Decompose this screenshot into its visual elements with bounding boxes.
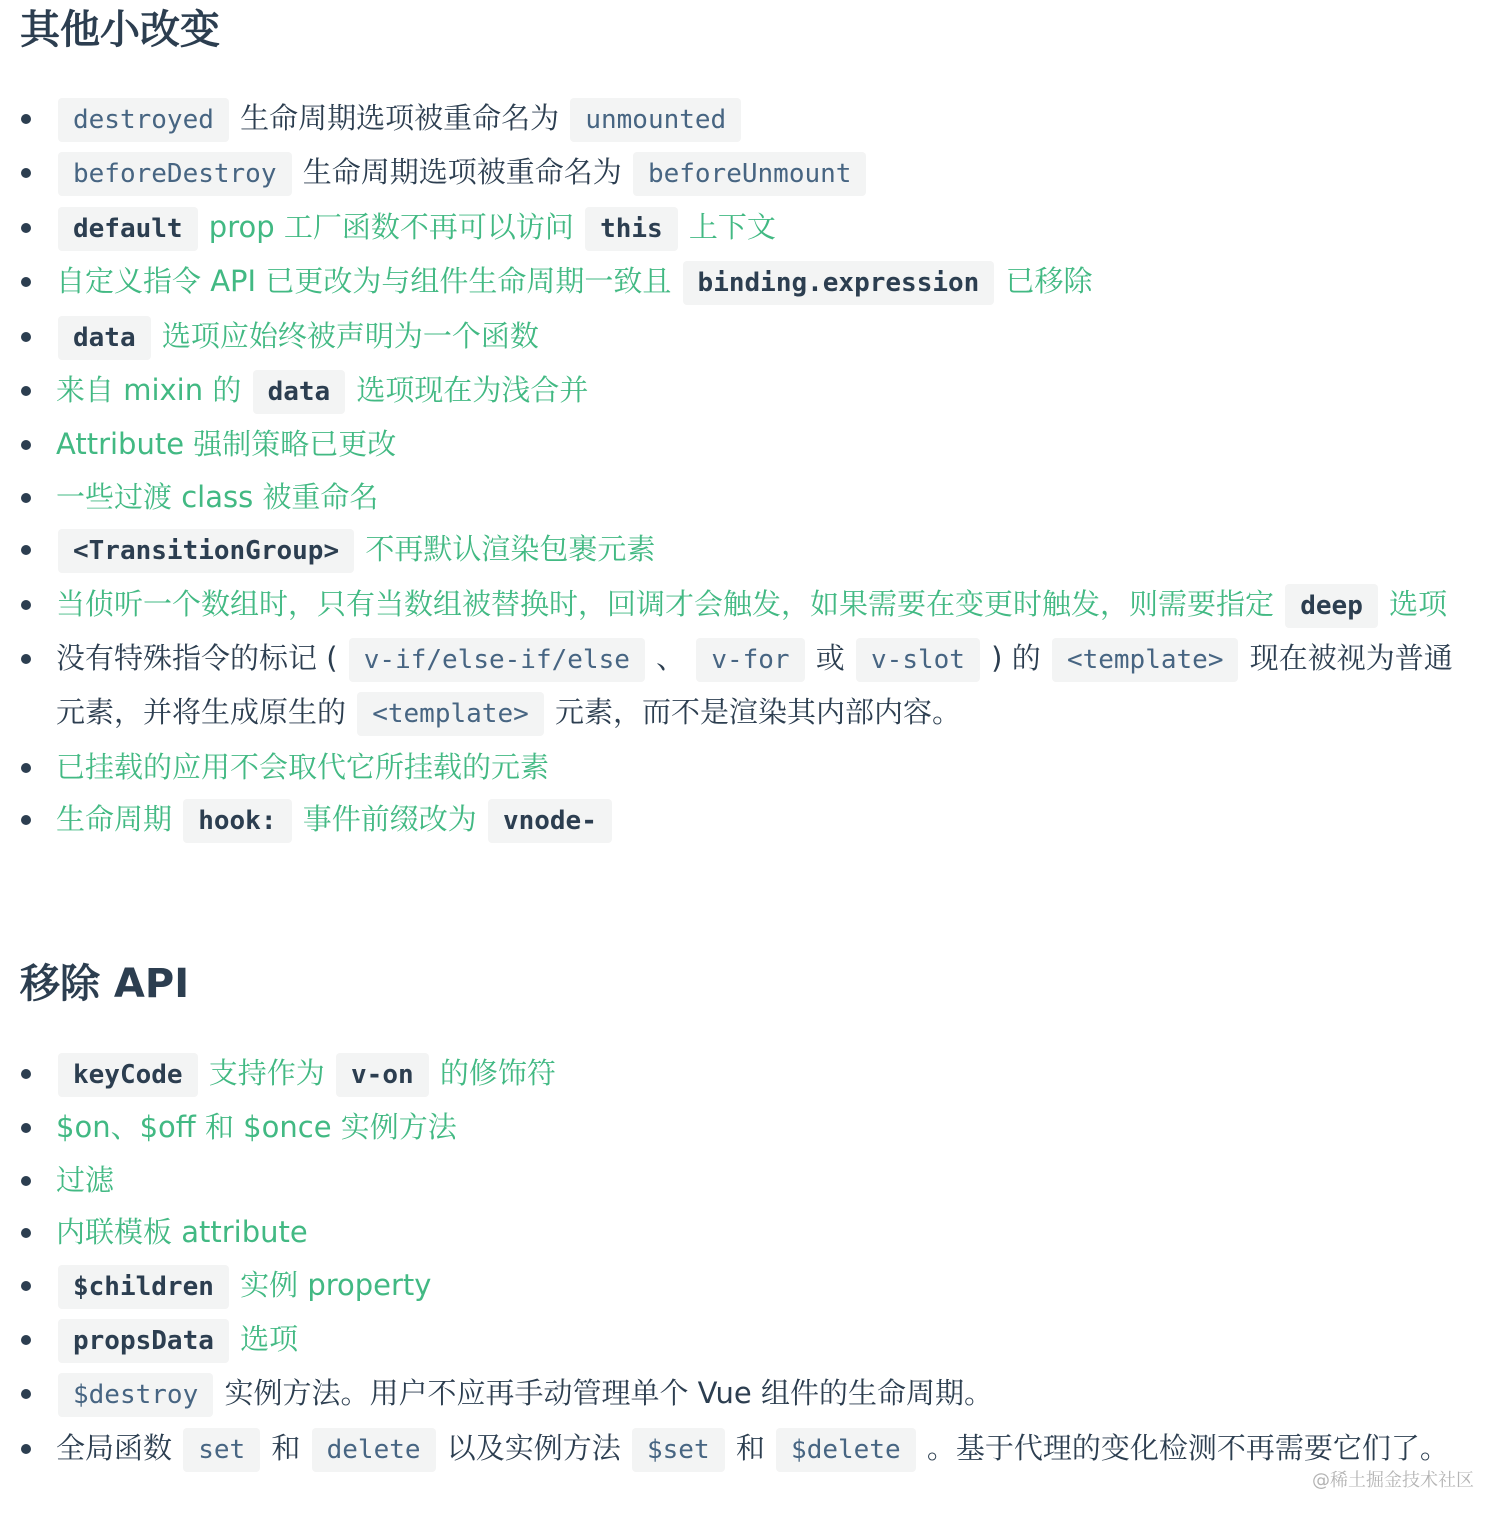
inline-code: v-slot — [856, 638, 980, 682]
list-item — [0, 418, 1466, 470]
item-text: 当侦听一个数组时，只有当数组被替换时，回调才会触发，如果需要在变更时触发，则需要指定 — [56, 586, 1284, 621]
inline-code: default — [58, 207, 198, 251]
item-text: Attribute 强制策略已更改 — [56, 427, 397, 462]
bullet-icon — [21, 277, 31, 287]
item-text: 实例方法。用户不应再手动管理单个 Vue 组件的生命周期。 — [215, 1376, 993, 1411]
inline-code: deep — [1285, 584, 1378, 628]
list-item — [0, 1313, 1466, 1367]
bullet-icon — [21, 1281, 31, 1291]
item-text: 已挂载的应用不会取代它所挂载的元素 — [56, 749, 550, 784]
inline-code: v-if/else-if/else — [349, 638, 645, 682]
inline-code: unmounted — [570, 98, 741, 142]
item-text: 以及实例方法 — [437, 1430, 630, 1465]
list-item — [0, 578, 1466, 632]
item-text: 的修饰符 — [430, 1056, 556, 1090]
item-text: 选项 — [1379, 586, 1448, 621]
bullet-icon — [21, 1335, 31, 1345]
inline-code: $delete — [776, 1428, 916, 1472]
bullet-icon — [21, 1069, 31, 1079]
item-text: 已移除 — [996, 264, 1093, 299]
item-text: 内联模板 attribute — [56, 1215, 308, 1250]
item-text: 生命周期选项被重命名为 — [230, 101, 569, 135]
item-text: 或 — [806, 641, 855, 676]
bullet-icon — [21, 1389, 31, 1399]
item-text: 事件前缀改为 — [293, 802, 486, 837]
inline-code: <TransitionGroup> — [58, 529, 354, 573]
inline-code: this — [585, 207, 678, 251]
list-item — [0, 1206, 1466, 1258]
bullet-icon — [21, 1176, 31, 1186]
bullet-icon — [21, 600, 31, 610]
bullet-icon — [21, 386, 31, 396]
section-title-misc-changes: 其他小改变 — [20, 7, 220, 53]
bullet-icon — [21, 168, 31, 178]
list-item — [0, 1259, 1466, 1313]
bullet-icon — [21, 654, 31, 664]
item-text: 和 — [262, 1430, 310, 1465]
list-item — [0, 146, 1466, 200]
bullet-icon — [21, 223, 31, 233]
item-text: 和 — [726, 1430, 775, 1465]
list-item — [0, 471, 1466, 523]
misc-changes-list — [0, 92, 1512, 848]
item-text: 选项 — [230, 1322, 299, 1357]
list-item — [0, 523, 1466, 577]
inline-code: v-on — [336, 1053, 429, 1097]
removed-api-list — [0, 1047, 1512, 1476]
item-text: 支持作为 — [199, 1056, 335, 1090]
inline-code: $destroy — [58, 1373, 213, 1417]
list-item — [0, 632, 1466, 741]
inline-code: beforeDestroy — [58, 152, 292, 196]
inline-code: <template> — [357, 692, 544, 736]
list-item — [0, 310, 1466, 364]
list-item — [0, 364, 1466, 418]
item-text: 来自 mixin 的 — [56, 373, 251, 408]
bullet-icon — [21, 545, 31, 555]
inline-code: keyCode — [58, 1053, 198, 1097]
bullet-icon — [21, 1444, 31, 1454]
inline-code: vnode- — [488, 799, 612, 843]
item-text: 不再默认渲染包裹元素 — [356, 532, 656, 567]
item-text: 选项应始终被声明为一个函数 — [152, 318, 539, 353]
item-text: $on、$off 和 $once 实例方法 — [56, 1110, 457, 1145]
inline-code: data — [253, 370, 346, 414]
inline-code: $children — [58, 1265, 229, 1309]
item-text: 过滤 — [56, 1162, 115, 1197]
item-text: 生命周期选项被重命名为 — [293, 155, 631, 190]
inline-code: <template> — [1052, 638, 1239, 682]
item-text: ) 的 — [981, 641, 1050, 676]
inline-code: propsData — [58, 1319, 229, 1363]
list-item — [0, 1047, 1466, 1101]
inline-code: binding.expression — [683, 261, 995, 305]
item-text: 生命周期 — [56, 802, 182, 837]
inline-code: destroyed — [58, 98, 229, 142]
inline-code: hook: — [183, 799, 291, 843]
item-text: prop 工厂函数不再可以访问 — [199, 209, 584, 244]
watermark: @稀土掘金技术社区 — [1312, 1470, 1474, 1491]
list-item — [0, 1101, 1466, 1153]
item-text: 、 — [646, 641, 695, 676]
bullet-icon — [21, 114, 31, 124]
list-item — [0, 201, 1466, 255]
inline-code: beforeUnmount — [633, 152, 867, 196]
list-item — [0, 1154, 1466, 1206]
inline-code: data — [58, 316, 151, 360]
item-text: 。基于代理的变化检测不再需要它们了。 — [917, 1430, 1449, 1465]
item-text: 选项现在为浅合并 — [347, 373, 589, 408]
item-text: 元素，而不是渲染其内部内容。 — [545, 695, 961, 730]
section-title-removed-api: 移除 API — [20, 961, 190, 1007]
item-text: 上下文 — [679, 209, 776, 244]
list-item — [0, 1422, 1466, 1476]
bullet-icon — [21, 1228, 31, 1238]
list-item — [0, 255, 1466, 309]
bullet-icon — [21, 815, 31, 825]
bullet-icon — [21, 332, 31, 342]
list-item — [0, 793, 1466, 847]
item-text: 实例 property — [230, 1267, 432, 1302]
item-text: 全局函数 — [56, 1430, 182, 1465]
bullet-icon — [21, 763, 31, 773]
item-text: 没有特殊指令的标记 ( — [56, 641, 347, 676]
item-text: 一些过渡 class 被重命名 — [56, 479, 379, 514]
item-text: 现在被视为普通元素，并将生成原生的 — [56, 641, 1453, 730]
list-item — [0, 741, 1466, 793]
list-item — [0, 1367, 1466, 1421]
inline-code: v-for — [696, 638, 804, 682]
inline-code: set — [183, 1428, 260, 1472]
list-item — [0, 92, 1466, 146]
item-text: 自定义指令 API 已更改为与组件生命周期一致且 — [56, 264, 681, 299]
inline-code: delete — [312, 1428, 436, 1472]
bullet-icon — [21, 493, 31, 503]
bullet-icon — [21, 440, 31, 450]
inline-code: $set — [632, 1428, 725, 1472]
bullet-icon — [21, 1123, 31, 1133]
